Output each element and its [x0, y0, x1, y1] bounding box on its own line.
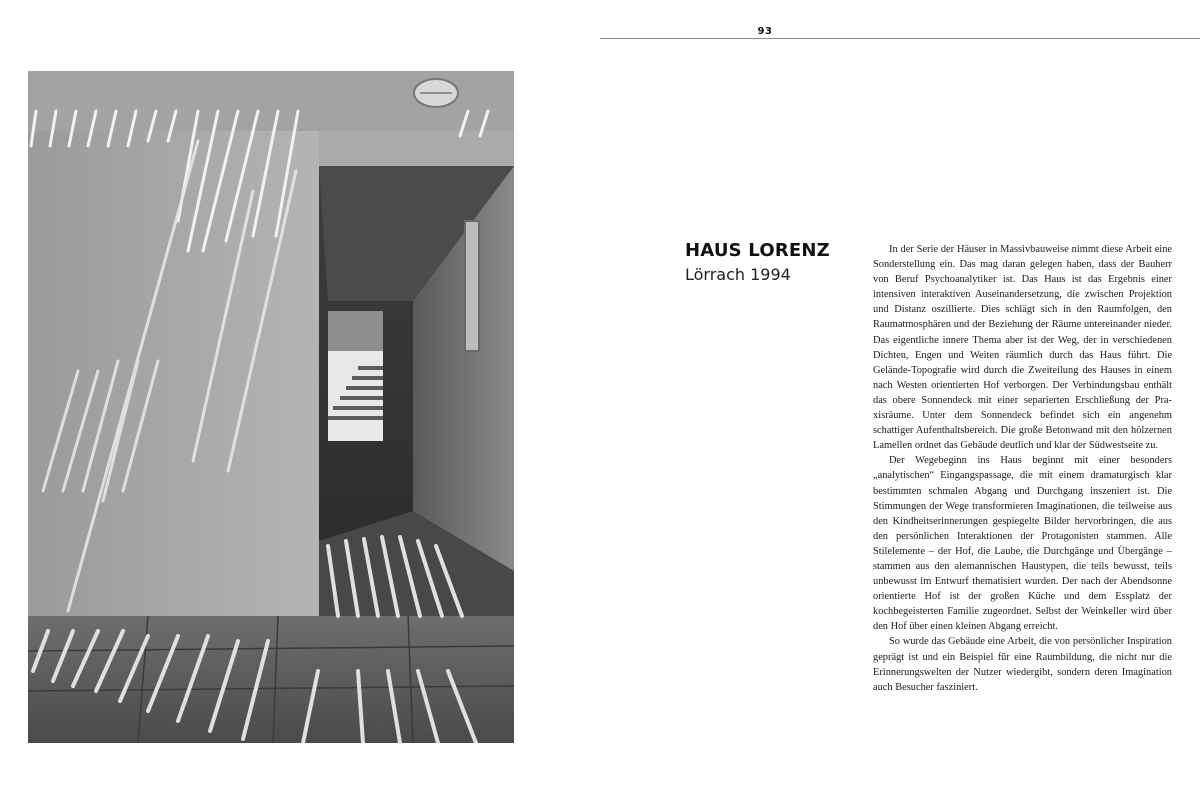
title-block: [685, 240, 855, 286]
page-number: 93: [757, 26, 773, 37]
building-photo: [28, 71, 514, 743]
paragraph-2: Der Wegebeginn ins Haus beginnt mit einer besonders „analytischen“ Eingangspassage, die mit einem dramaturgisch klar bestimmten schmalen Abgang und Durchgang inszeniert ist. Die Stimmungen der Wege transformieren Imaginationen, die teilweise aus den Kindheitserinnerungen gespiegelte Bilder hervorbringen, die aus den persönlichen Interaktionen der Protagonisten stammen. Alle Stilelemente – der Hof, die Laube, die Durchgänge und Übergänge – stammen aus den alemannischen Haustypen, die teils bewusst, teils unbewusst im Entwurf thematisiert wurden. Der nach der Abendsonne orientierte Hof ist der großen Küche und dem Essplatz der kochbegeisterten Familie zugeordnet. Selbst der Weinkeller wird über den Hof über einen kleinen Abgang erreicht.: [873, 455, 1172, 633]
house-title: HAUS LORENZ: [685, 240, 830, 261]
location-year: Lörrach 1994: [685, 265, 791, 284]
body-text: [873, 242, 1172, 695]
paragraph-3: So wurde das Gebäude eine Arbeit, die von persönlicher Inspiration geprägt ist und ein Beispiel für eine Raumbildung, die nicht nur die Erinnerungswelten der Nutzer wiedergibt, sondern deren Imagination auch Besucher fasziniert.: [873, 636, 1172, 693]
header-rule: [600, 38, 1200, 39]
paragraph-1: In der Serie der Häuser in Massivbauweise nimmt diese Arbeit eine Sonderstellung ein. Das mag daran gelegen haben, dass der Bauherr von Beruf Psychoanalytiker ist. Das Haus ist das Ergebnis einer intensiven interaktiven Auseinandersetzung, die zwischen Projektion und Distanz oszillierte. Dies schlägt sich in den Raumfolgen, den Raumatmosphären und der Beziehung der Räume untereinander nieder. Das eigentliche innere Thema aber ist der Weg, der in verschiedenen Dichten, Engen und Weiten räumlich durch das Haus führt. Die Gelände-Topografie wird durch die Zweiteilung des Hauses in einem nach Westen orientierten Hof verborgen. Der Verbindungsbau enthält das obere Sonnendeck mit einer separierten Erschließung der Praxisräume. Unter dem Sonnendeck befindet sich ein angenehm schattiger Aufenthaltsbereich. Die große Betonwand mit den hölzernen Lamellen ordnet das Gebäude deutlich und klar der Südwestseite zu.: [873, 244, 1172, 452]
